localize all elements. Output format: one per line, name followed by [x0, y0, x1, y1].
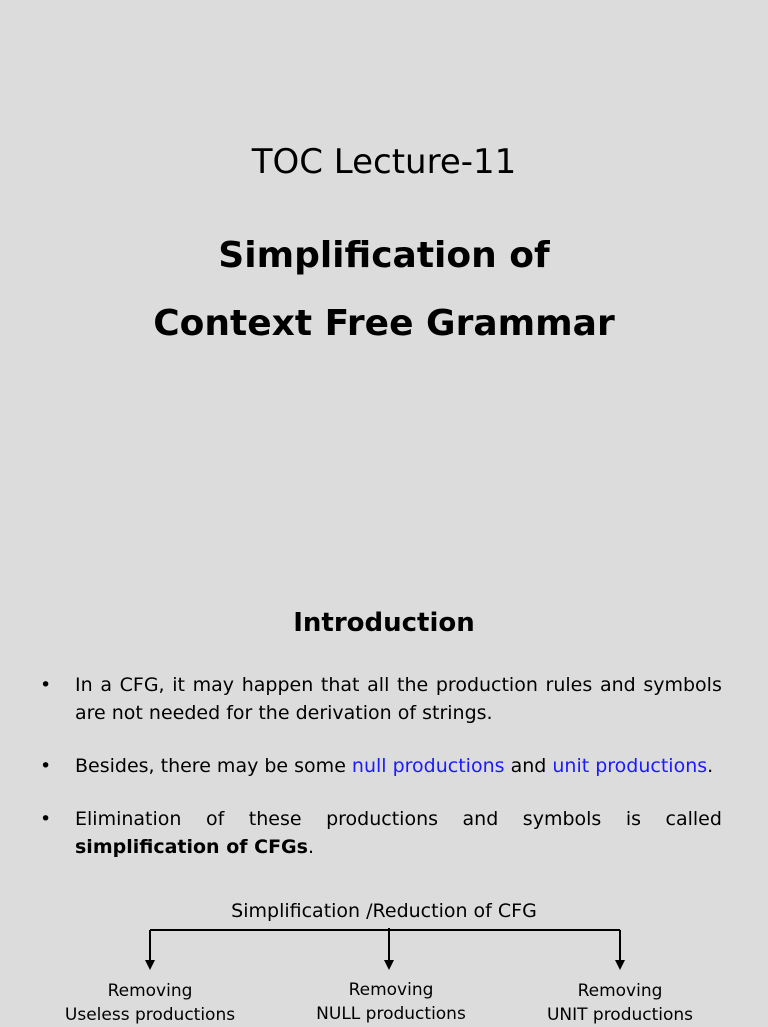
word: and: [599, 674, 636, 696]
word: CFG,: [119, 674, 165, 696]
word: productions: [326, 808, 439, 830]
leaf-null-productions: Removing NULL productions: [316, 980, 466, 1024]
word: Elimination: [75, 808, 182, 830]
diagram-title: Simplification /Reduction of CFG: [231, 900, 537, 922]
introduction-slide: [0, 576, 768, 1024]
bullet-marker: •: [40, 808, 52, 830]
word: all: [367, 674, 390, 696]
lecture-title: TOC Lecture-11: [251, 142, 517, 182]
arrow-down-icon: [615, 960, 625, 970]
bullet-marker: •: [40, 755, 52, 777]
bullet1-line2: are not needed for the derivation of strings.: [75, 702, 493, 724]
word: rules: [545, 674, 593, 696]
word: of: [205, 808, 225, 830]
word: these: [248, 808, 302, 830]
word: is: [625, 808, 642, 830]
arrow-down-icon: [145, 960, 155, 970]
word: may: [192, 674, 235, 696]
word: that: [320, 674, 360, 696]
arrow-down-icon: [384, 960, 394, 970]
word: production: [435, 674, 538, 696]
leaf-unit-productions: Removing UNIT productions: [546, 981, 694, 1025]
bullet3-bold: simplification of CFGs: [75, 836, 308, 858]
reduction-diagram: [0, 576, 768, 1024]
main-title-line1: Simplification of: [218, 235, 550, 276]
bullet2-text: Besides, there may be some: [75, 755, 352, 777]
main-title: [0, 222, 768, 358]
bullet3-end: .: [307, 836, 315, 858]
unit-productions-link[interactable]: unit productions: [552, 755, 708, 777]
bullet2-text-end: .: [707, 755, 714, 777]
word: In: [75, 674, 93, 696]
bullet2-text-mid: and: [504, 755, 553, 777]
word: a: [100, 674, 112, 696]
word: and: [462, 808, 499, 830]
diagram-connectors: [0, 576, 768, 1024]
null-productions-link[interactable]: null productions: [351, 755, 505, 777]
leaf-useless-productions: Removing Useless productions: [64, 981, 236, 1025]
word: it: [172, 674, 185, 696]
word: the: [397, 674, 429, 696]
introduction-heading: Introduction: [293, 608, 475, 638]
word: called: [665, 808, 722, 830]
word: symbols: [522, 808, 602, 830]
bullet-marker: •: [40, 674, 52, 696]
word: happen: [241, 674, 314, 696]
word: symbols: [643, 674, 722, 696]
main-title-line2: Context Free Grammar: [153, 303, 615, 344]
